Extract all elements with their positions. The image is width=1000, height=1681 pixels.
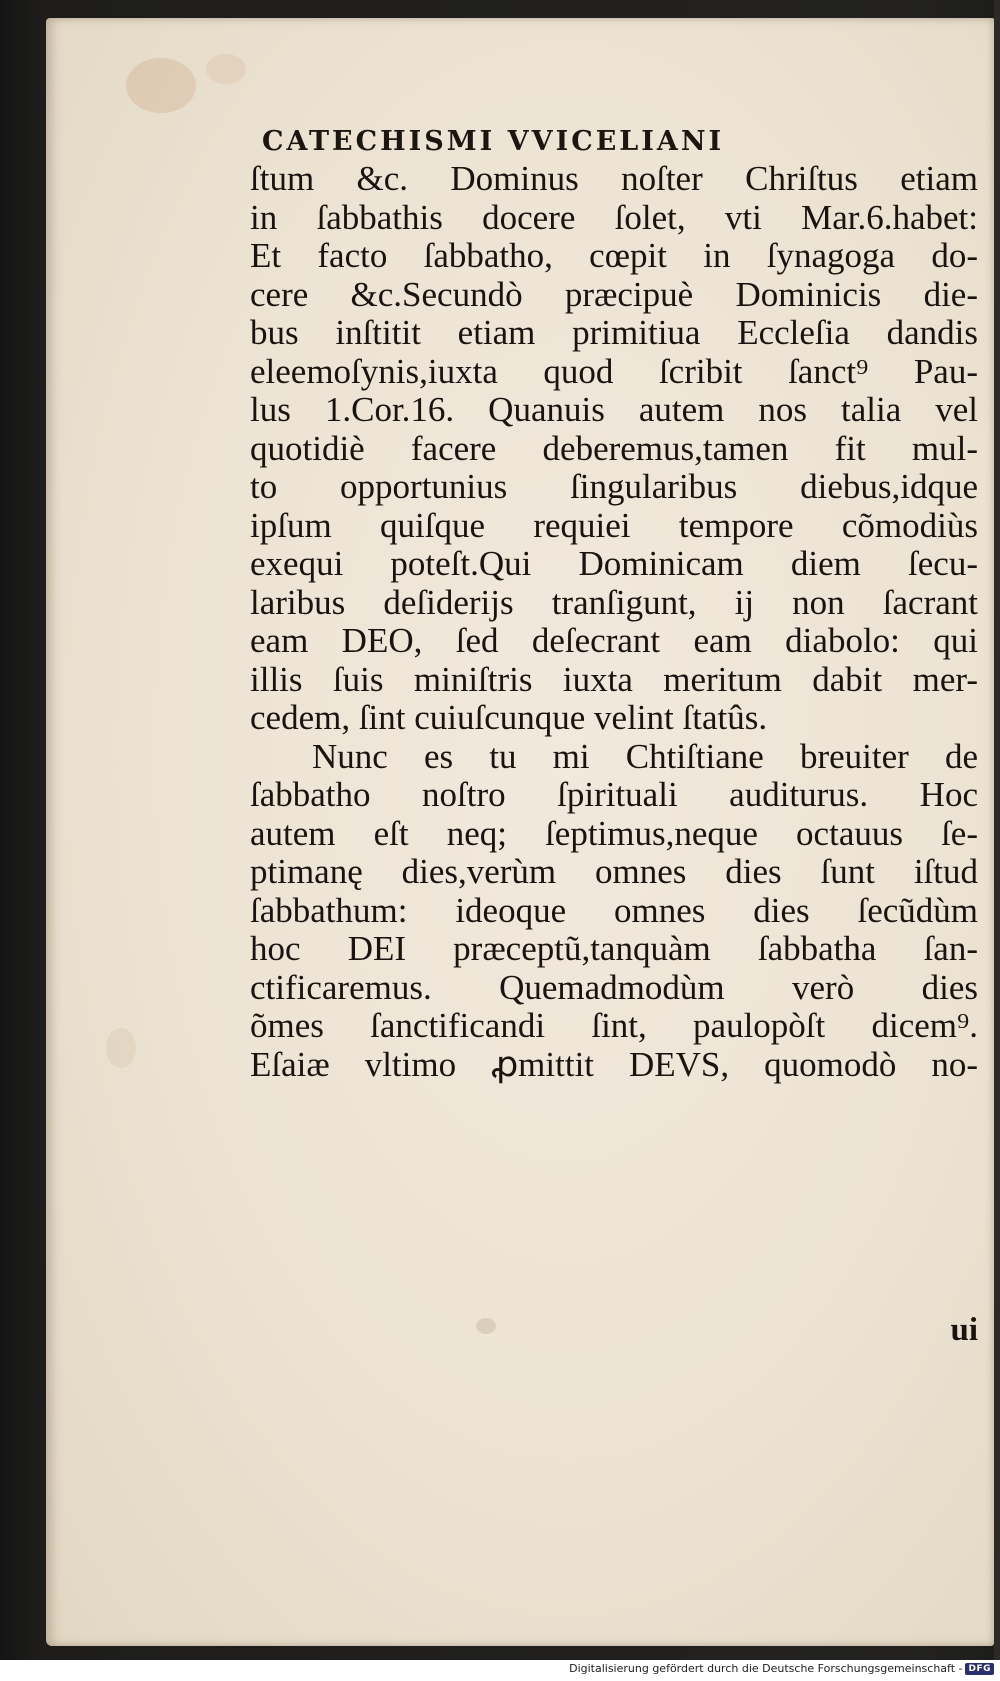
text-line: lus 1.Cor.16. Quanuis autem nos talia vel [250, 391, 978, 429]
text-line: Et facto ſabbatho, cœpit in ſynagoga do- [250, 237, 978, 275]
text-line: bus inſtitit etiam primitiua Eccleſia dandis [250, 314, 978, 352]
text-line: ptimanę dies,verùm omnes dies ſunt iſtud [250, 853, 978, 891]
text-line: eleemoſynis,iuxta quod ſcribit ſanct⁹ Pau- [250, 352, 978, 391]
paragraph-first-line: Nunc es tu mi Chtiſtiane breuiter de [312, 737, 978, 776]
credit-text: Digitalisierung gefördert durch die Deutsche Forschungsgemeinschaft - [569, 1662, 963, 1675]
text-line: autem eſt neq; ſeptimus,neque octauus ſe- [250, 814, 978, 853]
text-line: Eſaiæ vltimo ꝓmittit DEVS, quomodò no- [250, 1045, 978, 1084]
body-text [250, 160, 978, 1084]
text-line: quotidiè facere deberemus,tamen fit mul- [250, 429, 978, 468]
dfg-logo: DFG [965, 1663, 994, 1675]
foxing-stain [126, 58, 196, 113]
book-edge [994, 0, 1000, 1660]
text-line: ſabbatho noſtro ſpirituali auditurus. Hoc [250, 776, 978, 814]
text-line: cedem, ſint cuiuſcunque velint ſtatûs. [250, 699, 768, 737]
text-line: exequi poteſt.Qui Dominicam diem ſecu- [250, 545, 978, 583]
running-head: CATECHISMI VVICELIANI [262, 126, 725, 157]
text-line: laribus deſiderijs tranſigunt, ij non ſacrant [250, 583, 978, 622]
text-line: ſtum &c. Dominus noſter Chriſtus etiam [250, 160, 978, 198]
catchword: ui [950, 1312, 978, 1348]
text-line: cere &c.Secundò præcipuè Dominicis die- [250, 275, 978, 314]
text-line: ctificaremus. Quemadmodùm verò dies [250, 968, 978, 1007]
text-line: illis ſuis miniſtris iuxta meritum dabit mer- [250, 660, 978, 699]
foxing-stain [106, 1028, 136, 1068]
digitization-credit [569, 1660, 994, 1677]
text-line: to opportunius ſingularibus diebus,idque [250, 468, 978, 506]
text-line: õmes ſanctificandi ſint, paulopòſt dicem⁹. [250, 1007, 978, 1045]
text-line: eam DEO, ſed deſecrant eam diabolo: qui [250, 622, 978, 660]
ink-blot [476, 1318, 496, 1334]
foxing-stain [206, 54, 246, 84]
text-line: ſabbathum: ideoque omnes dies ſecũdùm [250, 891, 978, 930]
text-line: ipſum quiſque requiei tempore cõmodiùs [250, 506, 978, 545]
text-line: hoc DEI præceptũ,tanquàm ſabbatha ſan- [250, 930, 978, 968]
text-line: in ſabbathis docere ſolet, vti Mar.6.habet: [250, 198, 978, 237]
